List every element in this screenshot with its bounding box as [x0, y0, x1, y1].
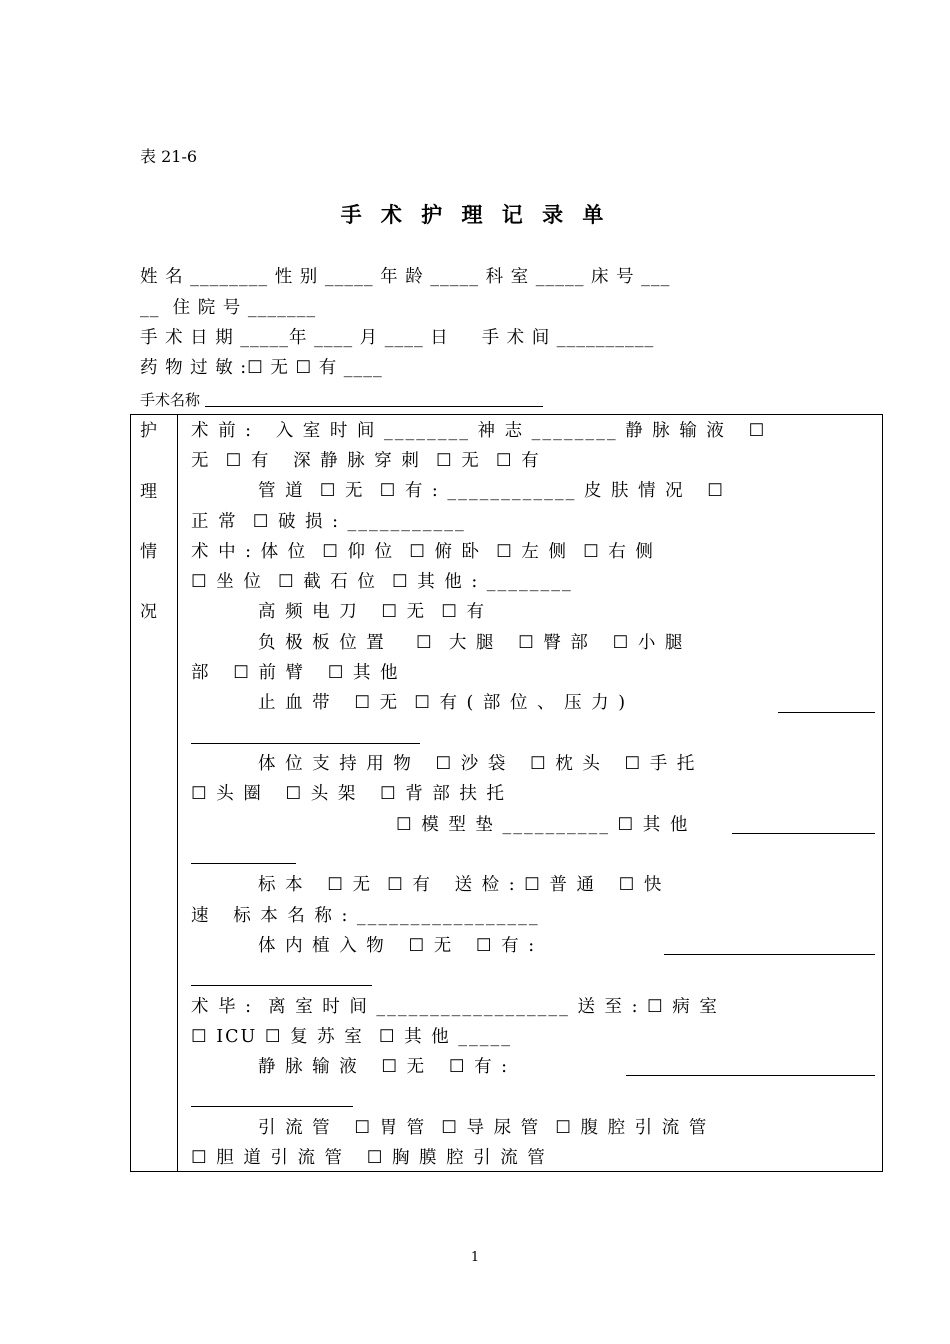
table-divider: [177, 414, 178, 1172]
positioning-aids-line: 体 位 支 持 用 物 ☐ 沙 袋 ☐ 枕 头 ☐ 手 托: [258, 754, 697, 774]
intraop-position-line-2: ☐ 坐 位 ☐ 截 石 位 ☐ 其 他 : ________: [191, 572, 573, 592]
electrode-plate-line: 负 极 板 位 置 ☐ 大 腿 ☐ 臀 部 ☐ 小 腿: [258, 633, 685, 653]
postop-destination-line: ☐ ICU ☐ 复 苏 室 ☐ 其 他 _____: [191, 1027, 512, 1047]
electrode-plate-line-2: 部 ☐ 前 臂 ☐ 其 他: [191, 663, 400, 683]
surgery-date-line: 手 术 日 期 _____年 ____ 月 ____ 日 手 术 间 __________: [140, 328, 655, 348]
side-label-char: 护: [140, 421, 157, 441]
implant-underline-2: [191, 985, 372, 986]
drug-allergy-line: 药 物 过 敏 :☐ 无 ☐ 有 ____: [140, 358, 383, 378]
electrosurgery-line: 高 频 电 刀 ☐ 无 ☐ 有: [258, 602, 487, 622]
positioning-other-underline-2: [191, 863, 296, 864]
admission-number-line: __ 住 院 号 _______: [140, 298, 317, 318]
positioning-aids-line-3: ☐ 模 型 垫 __________ ☐ 其 他: [396, 815, 690, 835]
side-label-char: 理: [140, 482, 157, 502]
page-title: 手 术 护 理 记 录 单: [340, 202, 610, 227]
specimen-name-line: 速 标 本 名 称 : _________________: [191, 906, 540, 926]
tourniquet-line: 止 血 带 ☐ 无 ☐ 有 ( 部 位 、 压 力 ): [258, 693, 628, 713]
positioning-aids-line-2: ☐ 头 圈 ☐ 头 架 ☐ 背 部 扶 托: [191, 784, 506, 804]
patient-info-line: 姓 名 ________ 性 别 _____ 年 龄 _____ 科 室 _____ 床 号 ___: [140, 267, 671, 287]
preop-deep-vein-line: 无 ☐ 有 深 静 脉 穿 刺 ☐ 无 ☐ 有: [191, 451, 541, 471]
page-number: 1: [470, 1250, 480, 1265]
positioning-other-underline: [732, 833, 875, 834]
surgery-name-label: 手术名称: [140, 391, 201, 409]
intraop-position-line: 术 中 : 体 位 ☐ 仰 位 ☐ 俯 卧 ☐ 左 侧 ☐ 右 侧: [191, 542, 655, 562]
side-label-char: 况: [140, 602, 157, 622]
preop-tube-line: 管 道 ☐ 无 ☐ 有 : ____________ 皮 肤 情 况 ☐: [258, 481, 725, 501]
postop-iv-underline: [626, 1075, 875, 1076]
drainage-line-2: ☐ 胆 道 引 流 管 ☐ 胸 膜 腔 引 流 管: [191, 1148, 547, 1168]
preop-skin-line: 正 常 ☐ 破 损 : ___________: [191, 512, 466, 532]
implant-underline: [664, 954, 875, 955]
side-label-char: 情: [140, 542, 157, 562]
implant-line: 体 内 植 入 物 ☐ 无 ☐ 有 :: [258, 936, 537, 956]
drainage-line: 引 流 管 ☐ 胃 管 ☐ 导 尿 管 ☐ 腹 腔 引 流 管: [258, 1118, 709, 1138]
preop-arrival-line: 术 前 : 入 室 时 间 ________ 神 志 ________ 静 脉 输 液 ☐: [191, 421, 767, 441]
postop-iv-line: 静 脉 输 液 ☐ 无 ☐ 有 :: [258, 1057, 510, 1077]
specimen-line: 标 本 ☐ 无 ☐ 有 送 检 : ☐ 普 通 ☐ 快: [258, 875, 664, 895]
tourniquet-underline: [778, 712, 875, 713]
table-label: 表 21-6: [140, 147, 198, 166]
postop-departure-line: 术 毕 : 离 室 时 间 __________________ 送 至 : ☐ 病 室: [191, 997, 719, 1017]
tourniquet-underline-2: [191, 743, 420, 744]
postop-iv-underline-2: [191, 1106, 353, 1107]
surgery-name-underline: [205, 406, 543, 407]
